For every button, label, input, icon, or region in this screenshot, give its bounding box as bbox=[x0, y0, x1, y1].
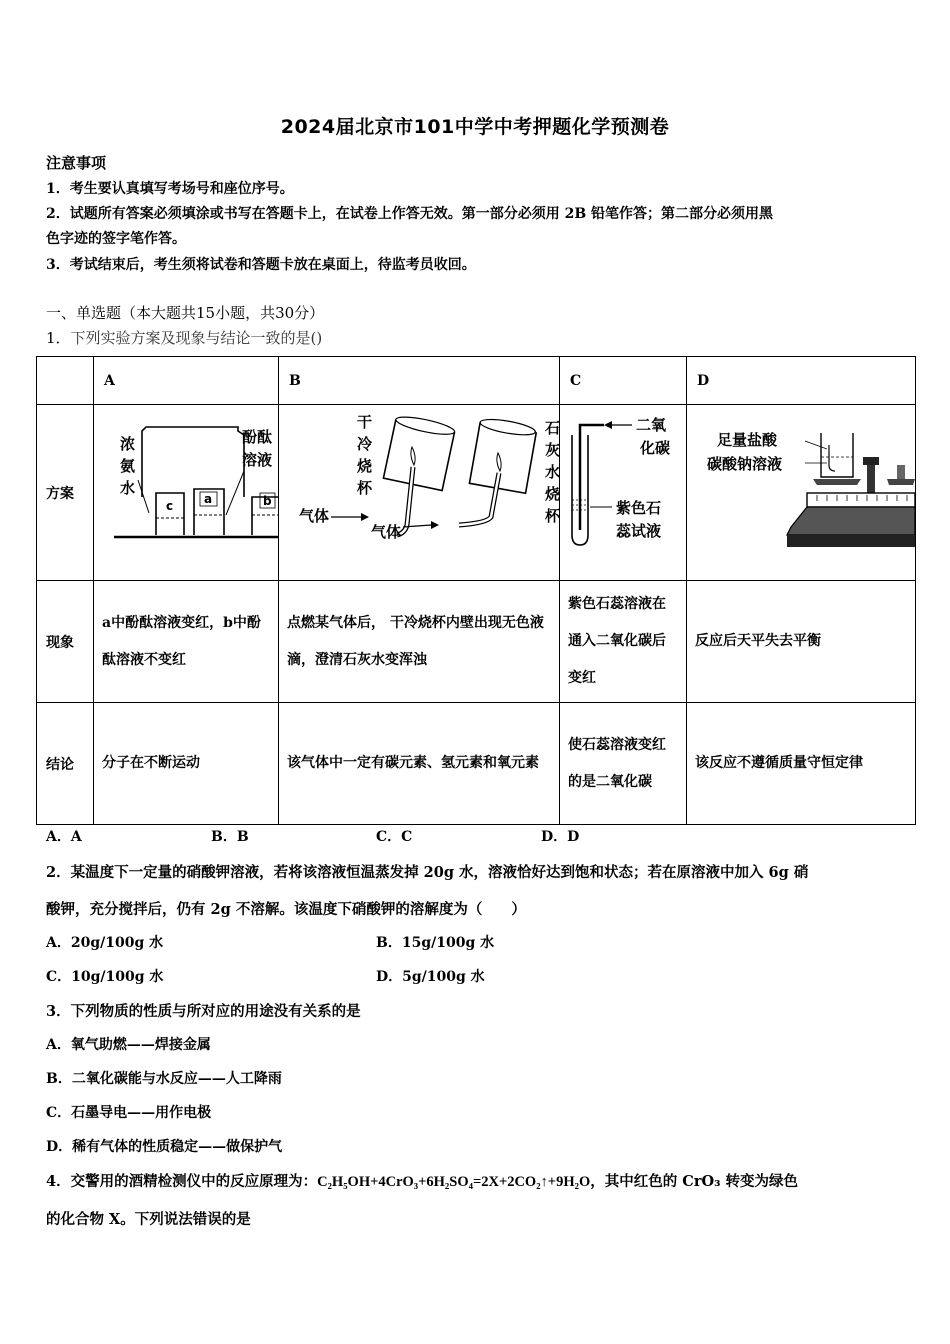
diagram-a-label: 氨 bbox=[120, 457, 136, 475]
question-text: 下列实验方案及现象与结论一致的是() bbox=[70, 329, 323, 347]
left-pan bbox=[813, 479, 861, 485]
diagram-a-label: 溶液 bbox=[242, 451, 273, 469]
question-4-line-1 bbox=[46, 1170, 798, 1191]
q3-option-c[interactable]: C．石墨导电——用作电极 bbox=[46, 1105, 212, 1121]
limewater-beaker bbox=[469, 416, 537, 493]
beaker-label: c bbox=[166, 499, 174, 513]
header-c: C bbox=[560, 357, 687, 405]
diagram-b-label: 烧 bbox=[357, 457, 373, 475]
question-2-line-2: 酸钾，充分搅拌后，仍有 2g 不溶解。该温度下硝酸钾的溶解度为（ ） bbox=[46, 901, 526, 918]
diagram-d-label: 足量盐酸 bbox=[717, 431, 778, 449]
table-row-scheme bbox=[37, 405, 916, 581]
phenomenon-c: 紫色石蕊溶液在通入二氧化碳后变红 bbox=[560, 581, 687, 703]
conclusion-a: 分子在不断运动 bbox=[94, 703, 279, 825]
q2-option-c[interactable]: C．10g/100g 水 bbox=[46, 969, 164, 985]
experiment-table bbox=[36, 356, 916, 825]
q4-suffix: ，其中红色的 CrO₃ 转变为绿色 bbox=[590, 1173, 798, 1190]
header-blank bbox=[37, 357, 94, 405]
ammonia-diffusion-diagram bbox=[94, 405, 279, 576]
notice-heading: 注意事项 bbox=[46, 154, 107, 172]
diagram-b-label: 烧 bbox=[545, 485, 560, 503]
q4-prefix: 4．交警用的酒精检测仪中的反应原理为： bbox=[46, 1173, 318, 1190]
q2-option-d[interactable]: D．5g/100g 水 bbox=[376, 969, 485, 985]
diagram-c-label: 化碳 bbox=[640, 439, 671, 457]
flame bbox=[497, 453, 501, 471]
question-3-stem: 3．下列物质的性质与所对应的用途没有关系的是 bbox=[46, 1003, 361, 1020]
diagram-a-label: 酚酞 bbox=[242, 428, 273, 446]
header-a: A bbox=[94, 357, 279, 405]
litmus-test-diagram bbox=[560, 405, 687, 576]
diagram-b-label: 石 bbox=[545, 419, 560, 437]
diagram-b-label: 水 bbox=[545, 463, 560, 481]
small-tube bbox=[829, 445, 835, 471]
gas-tube bbox=[580, 425, 604, 530]
table-row-conclusion bbox=[37, 703, 916, 825]
notice-item-1: 1．考生要认真填写考场号和座位序号。 bbox=[46, 181, 294, 197]
bell-jar bbox=[142, 427, 244, 497]
diagram-c-label: 二氧 bbox=[636, 416, 667, 434]
q3-option-d[interactable]: D．稀有气体的性质稳定——做保护气 bbox=[46, 1139, 283, 1155]
row-label-phenomenon: 现象 bbox=[37, 581, 94, 703]
q3-option-b[interactable]: B．二氧化碳能与水反应——人工降雨 bbox=[46, 1071, 282, 1087]
diagram-b-label: 冷 bbox=[357, 435, 373, 453]
conclusion-d: 该反应不遵循质量守恒定律 bbox=[687, 703, 916, 825]
question-2-line-1: 2．某温度下一定量的硝酸钾溶液，若将该溶液恒温蒸发掉 20g 水，溶液恰好达到饱和状态；若在原溶液中加入 6g 硝 bbox=[46, 864, 809, 881]
header-b: B bbox=[279, 357, 560, 405]
diagram-a-label: 浓 bbox=[120, 435, 136, 453]
table-header-row bbox=[37, 357, 916, 405]
diagram-b-label: 气体 bbox=[299, 507, 330, 525]
diagram-b-label: 干 bbox=[357, 413, 373, 431]
q2-option-b[interactable]: B．15g/100g 水 bbox=[376, 935, 495, 951]
question-number: 1． bbox=[46, 329, 71, 347]
leader-line bbox=[138, 480, 149, 513]
q1-option-d[interactable]: D．D bbox=[541, 829, 580, 845]
diagram-d-label: 碳酸钠溶液 bbox=[707, 455, 783, 473]
section-heading: 一、单选题（本大题共15小题，共30分） bbox=[46, 304, 325, 322]
q1-option-c[interactable]: C．C bbox=[376, 829, 413, 845]
diagram-b-label: 杯 bbox=[545, 507, 560, 525]
diagram-b-label: 气体 bbox=[371, 523, 402, 541]
phenomenon-a: a中酚酞溶液变红，b中酚酞溶液不变红 bbox=[94, 581, 279, 703]
diagram-c bbox=[560, 405, 687, 581]
notice-item-3: 3．考试结束后，考生须将试卷和答题卡放在桌面上，待监考员收回。 bbox=[46, 257, 476, 273]
balance-foot bbox=[787, 535, 915, 547]
q4-equation: C₂H₅OH+4CrO₃+6H₂SO₄=2X+2CO₂↑+9H₂O bbox=[317, 1174, 591, 1190]
notice-item-2: 2．试题所有答案必须填涂或书写在答题卡上，在试卷上作答无效。第一部分必须用 2B 铅笔作答；第二部分必须用黑 bbox=[46, 206, 774, 222]
phenomenon-d: 反应后天平失去平衡 bbox=[687, 581, 916, 703]
diagram-b bbox=[279, 405, 560, 581]
balance-pillar bbox=[867, 463, 875, 493]
diagram-b-label: 灰 bbox=[545, 441, 560, 459]
gas-combustion-diagram bbox=[279, 405, 560, 576]
beaker bbox=[821, 433, 853, 477]
diagram-a bbox=[94, 405, 279, 581]
q3-option-a[interactable]: A．氧气助燃——焊接金属 bbox=[46, 1037, 211, 1053]
diagram-b-label: 杯 bbox=[357, 479, 373, 497]
diagram-c-label: 蕊试液 bbox=[616, 522, 662, 540]
phenomenon-b: 点燃某气体后， 干冷烧杯内壁出现无色液滴，澄清石灰水变浑浊 bbox=[279, 581, 560, 703]
right-pan bbox=[887, 479, 915, 485]
q2-option-a[interactable]: A．20g/100g 水 bbox=[46, 935, 164, 951]
question-4-line-2: 的化合物 X。下列说法错误的是 bbox=[46, 1211, 251, 1228]
balance-beam bbox=[807, 493, 915, 507]
row-label-scheme: 方案 bbox=[37, 405, 94, 581]
cold-beaker bbox=[383, 414, 455, 491]
header-d: D bbox=[687, 357, 916, 405]
diagram-d bbox=[687, 405, 916, 581]
diagram-c-label: 紫色石 bbox=[616, 499, 662, 517]
q1-option-b[interactable]: B．B bbox=[211, 829, 249, 845]
question-1-stem bbox=[46, 327, 322, 348]
balance-base bbox=[787, 507, 915, 535]
beaker-label: a bbox=[204, 492, 213, 506]
flame bbox=[411, 447, 415, 465]
beaker-label: b bbox=[263, 494, 272, 508]
page-title: 2024届北京市101中学中考押题化学预测卷 bbox=[280, 116, 670, 138]
conclusion-c: 使石蕊溶液变红的是二氧化碳 bbox=[560, 703, 687, 825]
diagram-a-label: 水 bbox=[120, 479, 136, 497]
leader-line bbox=[226, 471, 244, 515]
conclusion-b: 该气体中一定有碳元素、氢元素和氧元素 bbox=[279, 703, 560, 825]
row-label-conclusion: 结论 bbox=[37, 703, 94, 825]
table-row-phenomenon bbox=[37, 581, 916, 703]
q1-option-a[interactable]: A．A bbox=[46, 829, 82, 845]
glass-tube bbox=[459, 473, 499, 525]
balance-diagram bbox=[687, 405, 916, 576]
notice-item-2-cont: 色字迹的签字笔作答。 bbox=[46, 231, 186, 247]
